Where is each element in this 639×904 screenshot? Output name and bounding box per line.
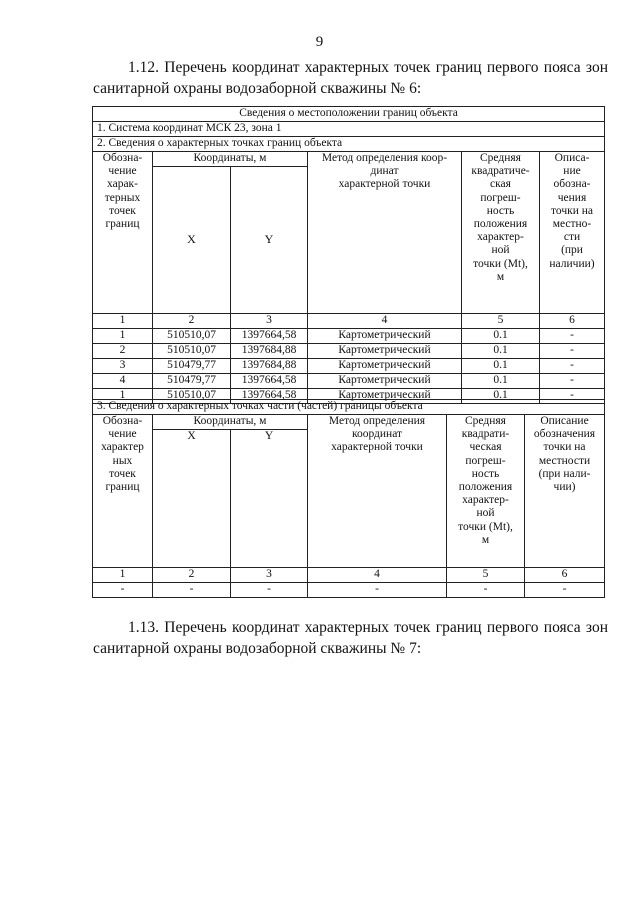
header-method: Метод определения координат характерной точки	[308, 415, 447, 568]
description: -	[525, 583, 605, 598]
error: 0.1	[462, 389, 540, 404]
method: Картометрический	[308, 359, 462, 374]
column-number: 5	[462, 314, 540, 329]
description: -	[540, 359, 605, 374]
point-id: 4	[93, 374, 153, 389]
column-number: 4	[308, 314, 462, 329]
table-row	[93, 344, 605, 359]
method: Картометрический	[308, 329, 462, 344]
point-id: 1	[93, 329, 153, 344]
coord-x: 510510,07	[153, 329, 231, 344]
header-x: X	[153, 167, 231, 314]
point-id: 1	[93, 389, 153, 404]
header-coordinates: Координаты, м	[153, 152, 308, 167]
table-row	[93, 359, 605, 374]
method: Картометрический	[308, 389, 462, 404]
column-number: 5	[447, 568, 525, 583]
method: Картометрический	[308, 374, 462, 389]
column-number: 3	[231, 314, 308, 329]
coord-y: 1397684,88	[231, 359, 308, 374]
coord-x: 510510,07	[153, 389, 231, 404]
page-number: 9	[315, 34, 324, 50]
table-row	[93, 583, 605, 598]
table-row	[93, 374, 605, 389]
column-number: 6	[540, 314, 605, 329]
heading-line-1: 1.12. Перечень координат характерных точек границ первого пояса зон	[128, 59, 608, 76]
section-heading-1-13	[93, 617, 608, 659]
header-description: Описа- ние обозна- чения точки на местно- сти (при наличии)	[540, 152, 605, 314]
coord-y: 1397664,58	[231, 329, 308, 344]
header-description: Описание обозначения точки на местности (при нали- чии)	[525, 415, 605, 568]
coord-y: 1397664,58	[231, 389, 308, 404]
heading-line-2: санитарной охраны водозаборной скважины № 6:	[93, 80, 422, 97]
column-number: 6	[525, 568, 605, 583]
coord-x: 510479,77	[153, 359, 231, 374]
header-y: Y	[231, 430, 308, 568]
coord-x: 510479,77	[153, 374, 231, 389]
header-designation: Обозна- чение характер ных точек границ	[93, 415, 153, 568]
point-id: 3	[93, 359, 153, 374]
coord-x: -	[153, 583, 231, 598]
error: 0.1	[462, 359, 540, 374]
column-number: 2	[153, 314, 231, 329]
description: -	[540, 374, 605, 389]
column-number: 1	[93, 314, 153, 329]
method: Картометрический	[308, 344, 462, 359]
point-id: 2	[93, 344, 153, 359]
header-designation: Обозна- чение харак- терных точек границ	[93, 152, 153, 314]
point-id: -	[93, 583, 153, 598]
error: -	[447, 583, 525, 598]
error: 0.1	[462, 329, 540, 344]
object-location-table	[92, 106, 605, 404]
column-number: 2	[153, 568, 231, 583]
header-method: Метод определения коор- динат характерной точки	[308, 152, 462, 314]
header-coordinates: Координаты, м	[153, 415, 308, 430]
column-number: 1	[93, 568, 153, 583]
section-2-row: 2. Сведения о характерных точках границ объекта	[93, 137, 605, 152]
header-error: Средняя квадрати- ческая погреш- ность положения характер- ной точки (Mt), м	[447, 415, 525, 568]
table-row	[93, 329, 605, 344]
header-y: Y	[231, 167, 308, 314]
coordinate-system-row: 1. Система координат МСК 23, зона 1	[93, 122, 605, 137]
coord-x: 510510,07	[153, 344, 231, 359]
header-error: Средняя квадратиче- ская погреш- ность положения характер- ной точки (Mt), м	[462, 152, 540, 314]
column-number: 3	[231, 568, 308, 583]
heading-line-2: санитарной охраны водозаборной скважины № 7:	[93, 640, 422, 657]
error: 0.1	[462, 374, 540, 389]
description: -	[540, 329, 605, 344]
description: -	[540, 389, 605, 404]
object-part-table	[92, 399, 605, 598]
section-3-row: 3. Сведения о характерных точках части (частей) границы объекта	[93, 400, 605, 415]
header-x: X	[153, 430, 231, 568]
coord-y: 1397684,88	[231, 344, 308, 359]
coord-y: -	[231, 583, 308, 598]
section-heading-1-12	[93, 57, 608, 99]
method: -	[308, 583, 447, 598]
heading-line-1: 1.13. Перечень координат характерных точек границ первого пояса зон	[128, 619, 608, 636]
description: -	[540, 344, 605, 359]
table-title: Сведения о местоположении границ объекта	[93, 107, 605, 122]
coord-y: 1397664,58	[231, 374, 308, 389]
error: 0.1	[462, 344, 540, 359]
column-number: 4	[308, 568, 447, 583]
